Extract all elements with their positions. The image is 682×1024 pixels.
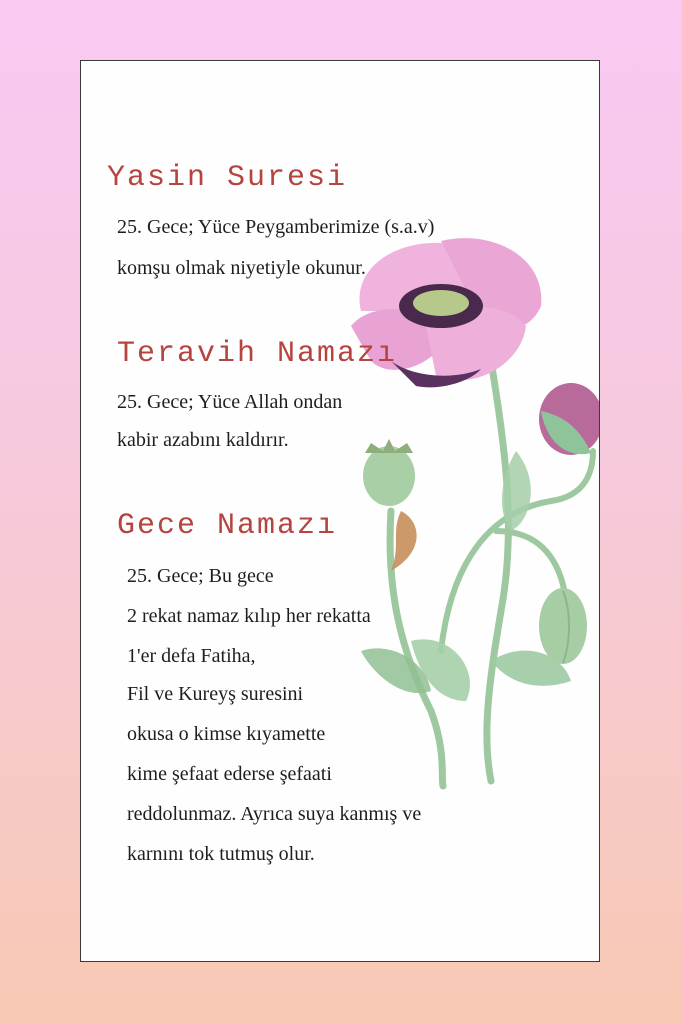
section-text-line: Fil ve Kureyş suresini <box>127 683 304 705</box>
poppy-flower-illustration <box>331 231 600 791</box>
section-text-line: 25. Gece; Yüce Allah ondan <box>117 391 343 413</box>
section-text-line: reddolunmaz. Ayrıca suya kanmış ve <box>127 803 422 825</box>
content-card <box>80 60 600 962</box>
section-text-line: 2 rekat namaz kılıp her rekatta <box>127 605 371 627</box>
section-text-line: komşu olmak niyetiyle okunur. <box>117 257 366 279</box>
section-title-yasin: Yasin Suresi <box>107 161 348 195</box>
section-text-line: karnını tok tutmuş olur. <box>127 843 315 865</box>
section-text-line: kabir azabını kaldırır. <box>117 429 289 451</box>
section-title-teravih: Teravih Namazı <box>117 337 398 371</box>
section-text-line: 25. Gece; Bu gece <box>127 565 274 587</box>
section-title-gece-namazi: Gece Namazı <box>117 509 338 543</box>
section-text-line: 25. Gece; Yüce Peygamberimize (s.a.v) <box>117 216 435 238</box>
section-text-line: kime şefaat ederse şefaati <box>127 763 332 785</box>
section-text-line: 1'er defa Fatiha, <box>127 645 256 667</box>
section-text-line: okusa o kimse kıyamette <box>127 723 326 745</box>
